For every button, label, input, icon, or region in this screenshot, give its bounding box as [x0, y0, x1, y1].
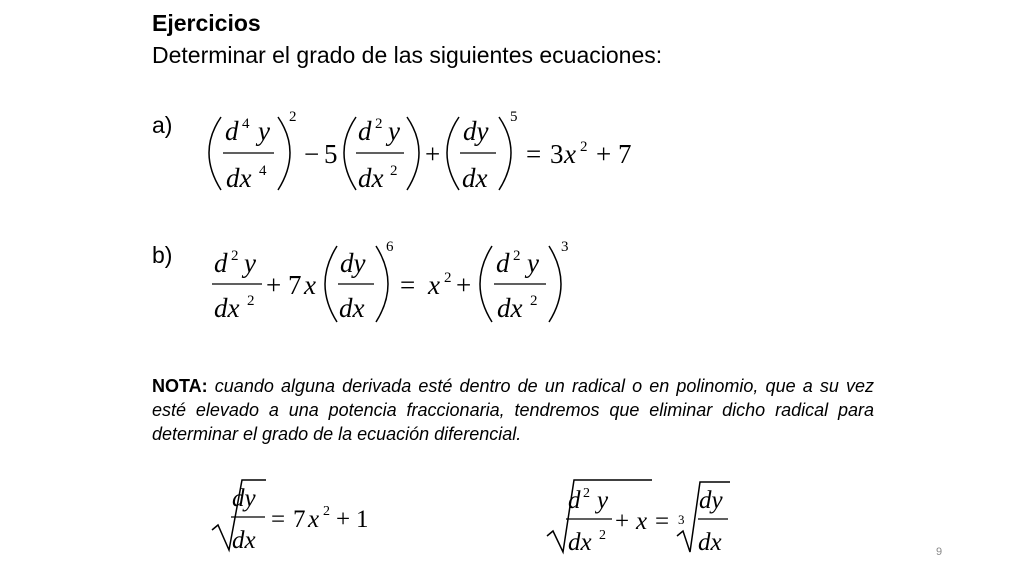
- note-paragraph: [152, 374, 874, 446]
- math-exp: 4: [259, 163, 267, 179]
- math-y: y: [244, 248, 256, 278]
- math-dx: dx: [462, 163, 488, 193]
- math-y: y: [597, 487, 609, 514]
- paren-left: [209, 117, 221, 190]
- math-dy: dy: [340, 248, 366, 278]
- math-exp: 2: [390, 163, 398, 179]
- math-plus: +: [425, 139, 441, 169]
- math-y: y: [258, 116, 270, 146]
- math-exp: 2: [513, 248, 521, 264]
- math-d: d: [568, 487, 581, 514]
- math-x: x: [308, 506, 320, 533]
- math-y: y: [388, 116, 400, 146]
- math-dx: dx: [358, 163, 384, 193]
- math-exp: 2: [247, 293, 255, 309]
- math-x: x: [304, 270, 316, 300]
- math-dx: dx: [698, 529, 722, 556]
- slide-subtitle: Determinar el grado de las siguientes ecuaciones:: [152, 42, 663, 68]
- math-dx: dx: [226, 163, 252, 193]
- math-dx: dx: [497, 293, 523, 323]
- math-exp: 3: [561, 239, 569, 255]
- page-number: 9: [936, 546, 943, 558]
- paren-right: [376, 246, 388, 322]
- slide-title: Ejercicios: [152, 10, 261, 36]
- equation-a: [209, 109, 632, 193]
- exercise-a-label: a): [152, 112, 173, 138]
- math-dx: dx: [339, 293, 365, 323]
- math-plus: +: [615, 508, 630, 535]
- paren-right: [499, 117, 511, 190]
- math-x: x: [636, 508, 648, 535]
- math-equals: =: [526, 139, 542, 169]
- math-exp: 2: [289, 109, 297, 125]
- radical-example-2: [547, 480, 730, 556]
- paren-left: [480, 246, 492, 322]
- math-d: d: [214, 248, 228, 278]
- math-exp: 2: [599, 528, 606, 543]
- math-plus: +: [336, 506, 351, 533]
- note-text: cuando alguna derivada esté dentro de un radical o en polinomio, que a su vez esté elevado a una potencia fraccionaria, tendremos que eliminar dicho radical para determinar el grado de la ecuación diferencial.: [152, 376, 874, 444]
- math-coef: 7: [288, 270, 302, 300]
- note-label: NOTA:: [152, 376, 208, 396]
- paren-left: [325, 246, 337, 322]
- math-const: 1: [356, 506, 369, 533]
- math-y: y: [527, 248, 539, 278]
- root-index: 3: [678, 512, 685, 527]
- math-plus: +: [266, 270, 282, 300]
- math-exp: 2: [231, 248, 239, 264]
- paren-left: [447, 117, 459, 190]
- math-exp: 2: [580, 139, 588, 155]
- math-dy: dy: [463, 116, 489, 146]
- math-equals: =: [655, 508, 670, 535]
- math-minus: −: [304, 139, 320, 169]
- math-exp: 2: [375, 116, 383, 132]
- math-plus: +: [456, 270, 472, 300]
- math-dx: dx: [232, 527, 256, 554]
- math-exp: 2: [444, 270, 452, 286]
- paren-right: [549, 246, 561, 322]
- math-dx: dx: [568, 529, 592, 556]
- exercise-b-label: b): [152, 242, 173, 268]
- math-exp: 4: [242, 116, 250, 132]
- math-coef: 7: [293, 506, 306, 533]
- math-const: 7: [618, 139, 632, 169]
- math-equals: =: [271, 506, 286, 533]
- math-exp: 6: [386, 239, 394, 255]
- math-coef: 3: [550, 139, 564, 169]
- math-d: d: [225, 116, 239, 146]
- math-exp: 5: [510, 109, 518, 125]
- paren-left: [344, 117, 356, 190]
- math-x: x: [428, 270, 440, 300]
- paren-right: [278, 117, 290, 190]
- math-exp: 2: [583, 486, 590, 501]
- radical-example-1: [212, 480, 369, 554]
- paren-right: [407, 117, 419, 190]
- math-equals: =: [400, 270, 416, 300]
- math-d: d: [496, 248, 510, 278]
- math-d: d: [358, 116, 372, 146]
- math-exp: 2: [530, 293, 538, 309]
- math-dy: dy: [232, 485, 256, 512]
- math-coef: 5: [324, 139, 338, 169]
- math-exp: 2: [323, 504, 330, 519]
- math-plus: +: [596, 139, 612, 169]
- equation-b: [212, 239, 569, 323]
- math-x: x: [564, 139, 576, 169]
- math-dx: dx: [214, 293, 240, 323]
- math-dy: dy: [699, 487, 723, 514]
